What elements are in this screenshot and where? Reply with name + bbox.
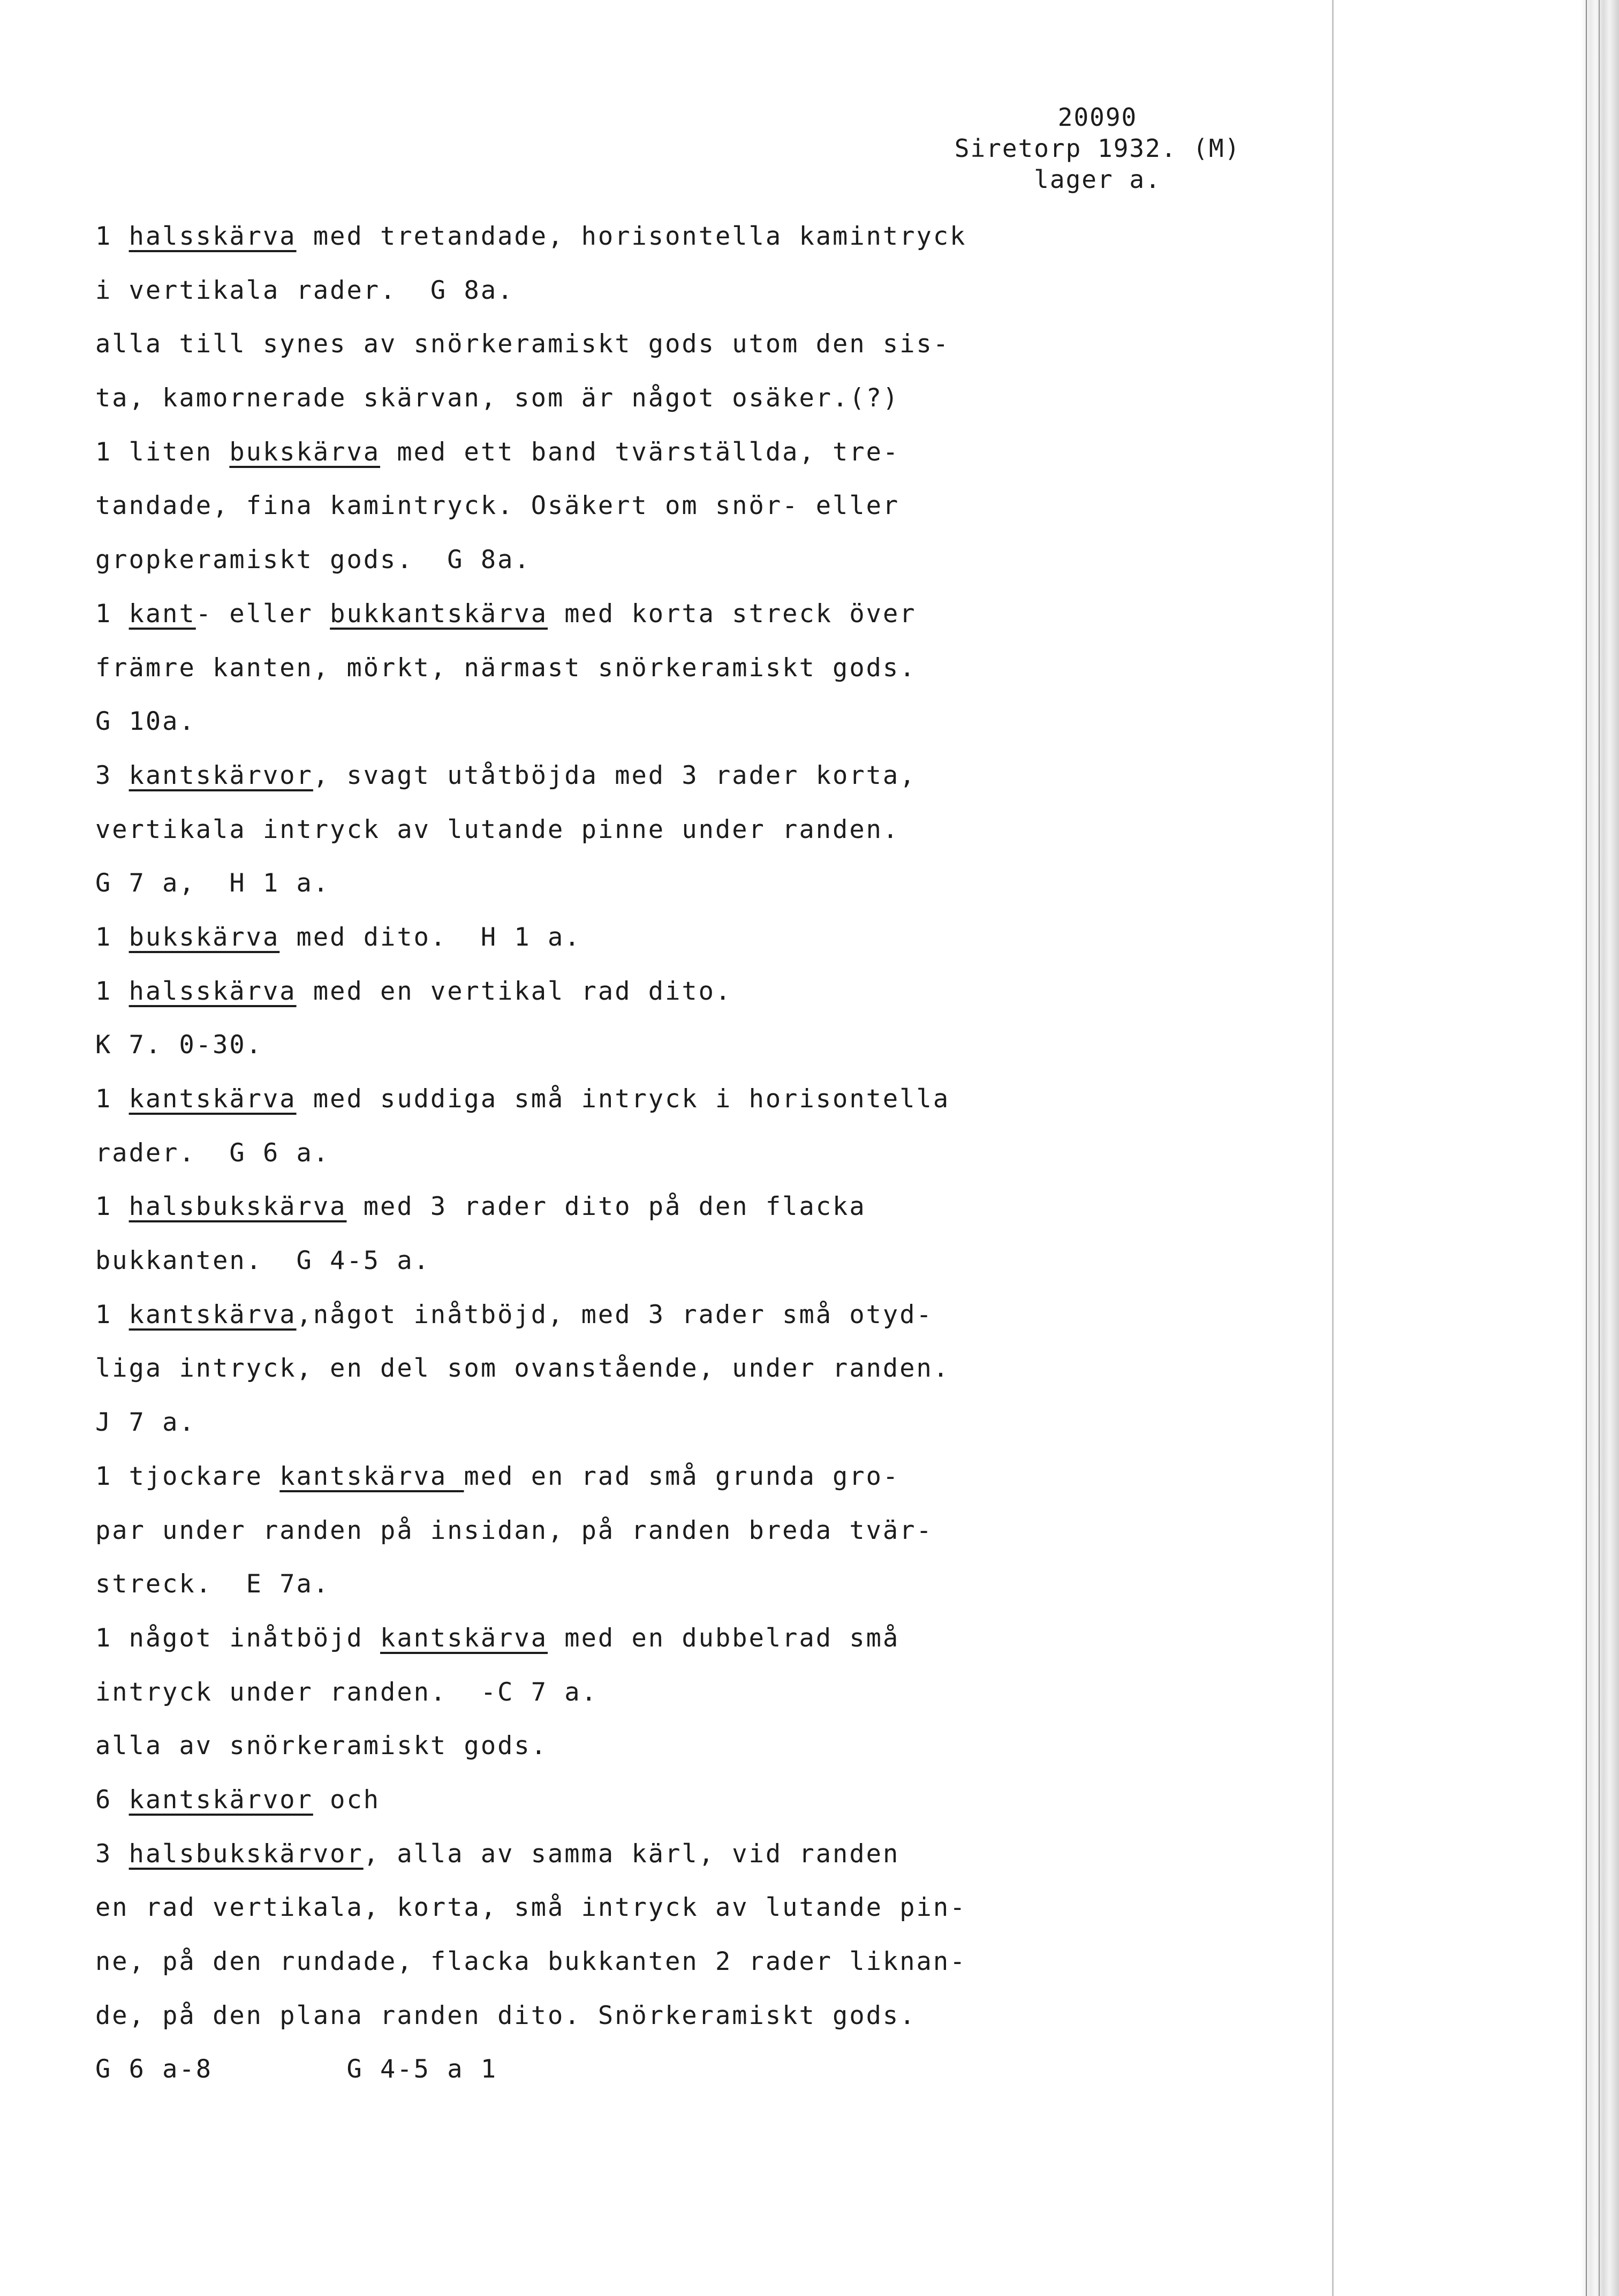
underlined-term: kant — [128, 599, 196, 629]
text-line — [95, 533, 1005, 587]
text-segment: 1 något inåtböjd — [95, 1623, 381, 1653]
text-segment: streck. E 7a. — [95, 1569, 330, 1599]
text-segment: J 7 a. — [95, 1408, 196, 1438]
text-segment: alla till synes av snörkeramiskt gods utom den sis- — [95, 329, 950, 359]
binding-shadow — [1332, 0, 1334, 2296]
text-segment: med en dubbelrad små — [548, 1623, 900, 1653]
text-segment: , alla av samma kärl, vid randen — [363, 1839, 900, 1869]
text-line — [95, 372, 1005, 426]
text-segment: med korta streck över — [548, 599, 917, 629]
text-segment: liga intryck, en del som ovanstående, under randen. — [95, 1354, 950, 1384]
text-segment: med 3 rader dito på den flacka — [346, 1192, 866, 1222]
text-segment: med ett band tvärställda, tre- — [380, 437, 900, 467]
text-segment: 1 — [95, 1300, 129, 1330]
text-segment: med tretandade, horisontella kamintryck — [296, 222, 967, 251]
text-line — [95, 749, 1005, 803]
text-line — [95, 479, 1005, 533]
text-segment: 1 — [95, 922, 129, 952]
text-line — [95, 426, 1005, 480]
text-segment: 3 — [95, 1839, 129, 1869]
text-line — [95, 1881, 1005, 1935]
text-line — [95, 1666, 1005, 1720]
text-line — [95, 857, 1005, 911]
text-line — [95, 210, 1005, 264]
underlined-term: bukkantskärva — [330, 599, 548, 629]
text-segment: vertikala intryck av lutande pinne under randen. — [95, 814, 900, 844]
text-line — [95, 1234, 1005, 1288]
text-segment: gropkeramiskt gods. G 8a. — [95, 545, 531, 575]
text-line — [95, 1719, 1005, 1773]
underlined-term: halsbukskärvor — [128, 1839, 364, 1869]
text-segment: 1 — [95, 222, 129, 251]
text-segment: 6 — [95, 1785, 129, 1815]
text-segment: ne, på den rundade, flacka bukkanten 2 rader liknan- — [95, 1947, 967, 1976]
text-line — [95, 1127, 1005, 1181]
underlined-term: kantskärva — [279, 1461, 464, 1491]
underlined-term: bukskärva — [128, 922, 280, 952]
text-line — [95, 587, 1005, 641]
text-segment: G 7 a, H 1 a. — [95, 868, 330, 898]
text-line — [95, 1989, 1005, 2043]
text-segment: tandade, fina kamintryck. Osäkert om snör- eller — [95, 491, 900, 521]
text-segment: med en rad små grunda gro- — [464, 1461, 900, 1491]
text-segment: , svagt utåtböjda med 3 rader korta, — [313, 760, 917, 790]
text-line — [95, 1558, 1005, 1612]
text-line — [95, 264, 1005, 318]
text-line — [95, 1773, 1005, 1827]
text-segment: K 7. 0-30. — [95, 1030, 263, 1060]
underlined-term: bukskärva — [229, 437, 381, 467]
text-line — [95, 911, 1005, 965]
text-line — [95, 1342, 1005, 1396]
text-segment: de, på den plana randen dito. Snörkeramiskt gods. — [95, 2000, 917, 2030]
underlined-term: halsbukskärva — [128, 1192, 347, 1222]
text-segment: G 6 a-8 G 4-5 a 1 — [95, 2055, 498, 2084]
text-line — [95, 1612, 1005, 1666]
text-segment: par under randen på insidan, på randen breda tvär- — [95, 1515, 933, 1545]
text-line — [95, 1180, 1005, 1234]
text-segment: ,något inåtböjd, med 3 rader små otyd- — [296, 1300, 933, 1330]
text-segment: bukkanten. G 4-5 a. — [95, 1246, 430, 1276]
document-body — [95, 210, 1005, 2097]
text-line — [95, 1504, 1005, 1558]
text-line — [95, 1827, 1005, 1882]
underlined-term: kantskärvor — [128, 1785, 313, 1815]
text-segment: 1 — [95, 1084, 129, 1114]
text-segment: främre kanten, mörkt, närmast snörkeramiskt gods. — [95, 653, 917, 683]
underlined-term: kantskärva — [128, 1300, 297, 1330]
text-segment: 1 — [95, 976, 129, 1006]
text-segment: en rad vertikala, korta, små intryck av lutande pin- — [95, 1893, 967, 1923]
text-line — [95, 1396, 1005, 1450]
text-segment: G 10a. — [95, 707, 196, 737]
underlined-term: kantskärva — [380, 1623, 548, 1653]
text-segment: i vertikala rader. G 8a. — [95, 275, 515, 305]
text-segment: 3 — [95, 760, 129, 790]
underlined-term: kantskärva — [128, 1084, 297, 1114]
text-segment: 1 liten — [95, 437, 230, 467]
text-segment: - eller — [195, 599, 330, 629]
underlined-term: halsskärva — [128, 222, 297, 251]
text-segment: med en vertikal rad dito. — [296, 976, 732, 1006]
text-line — [95, 2043, 1005, 2097]
text-line — [95, 803, 1005, 857]
text-line — [95, 965, 1005, 1019]
underlined-term: kantskärvor — [128, 760, 313, 790]
text-segment: 1 — [95, 599, 129, 629]
underlined-term: halsskärva — [128, 976, 297, 1006]
text-line — [95, 695, 1005, 749]
catalog-number: 20090 — [1057, 103, 1138, 132]
text-segment: 1 — [95, 1192, 129, 1222]
page-header — [926, 102, 1269, 195]
text-segment: alla av snörkeramiskt gods. — [95, 1731, 548, 1761]
text-segment: 1 tjockare — [95, 1461, 280, 1491]
text-segment: och — [313, 1785, 381, 1815]
text-line — [95, 641, 1005, 696]
text-segment: intryck under randen. -C 7 a. — [95, 1677, 598, 1707]
layer-label: lager a. — [1034, 165, 1161, 194]
text-segment: rader. G 6 a. — [95, 1138, 330, 1168]
text-line — [95, 1288, 1005, 1342]
text-line — [95, 1935, 1005, 1989]
site-and-year: Siretorp 1932. (M) — [954, 134, 1241, 163]
text-segment: med dito. H 1 a. — [279, 922, 581, 952]
text-segment: med suddiga små intryck i horisontella — [296, 1084, 950, 1114]
text-line — [95, 1073, 1005, 1127]
text-line — [95, 1450, 1005, 1504]
text-line — [95, 1018, 1005, 1073]
text-segment: ta, kamornerade skärvan, som är något osäker.(?) — [95, 383, 900, 413]
text-line — [95, 318, 1005, 372]
page-edge — [1580, 0, 1619, 2296]
